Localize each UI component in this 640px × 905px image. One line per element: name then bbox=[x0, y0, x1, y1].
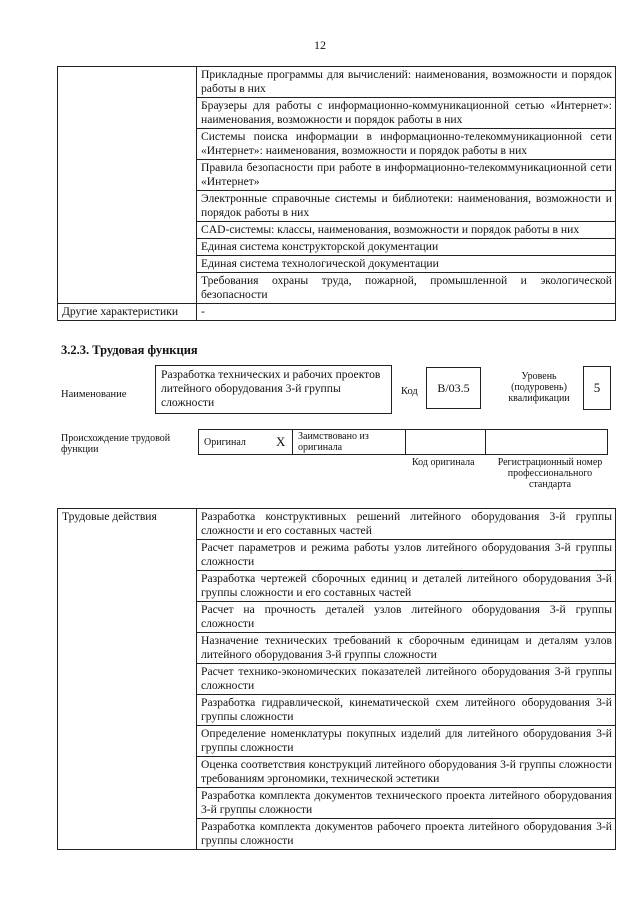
table-cell: Браузеры для работы с информационно-коммуникационной сетью «Интернет»: наименования, возможности и порядок работы в них bbox=[197, 98, 616, 129]
other-characteristics-value: - bbox=[197, 304, 616, 321]
table-cell: CAD-системы: классы, наименования, возможности и порядок работы в них bbox=[197, 222, 616, 239]
table-cell: Расчет параметров и режима работы узлов литейного оборудования 3-й группы сложности bbox=[197, 540, 616, 571]
function-name-value: Разработка технических и рабочих проектов литейного оборудования 3-й группы сложности bbox=[161, 368, 381, 409]
level-label: Уровень (подуровень) квалификации bbox=[508, 371, 570, 404]
table-cell: Прикладные программы для вычислений: наименования, возможности и порядок работы в них bbox=[197, 67, 616, 98]
section-title: 3.2.3. Трудовая функция bbox=[61, 343, 198, 357]
level-value: 5 bbox=[593, 380, 601, 395]
table-cell: Правила безопасности при работе в информационно-телекоммуникационной сети «Интернет» bbox=[197, 160, 616, 191]
table-cell: Оценка соответствия конструкций литейного оборудования 3-й группы сложности требованиям эргономики, технической эстетики bbox=[197, 757, 616, 788]
level-box bbox=[583, 366, 611, 410]
code-label: Код bbox=[401, 386, 418, 397]
original-cell bbox=[198, 429, 293, 455]
table-row bbox=[58, 509, 616, 540]
table-cell: Единая система технологической документации bbox=[197, 256, 616, 273]
table-cell: Системы поиска информации в информационно-телекоммуникационной сети «Интернет»: наименования, возможности и порядок работы в них bbox=[197, 129, 616, 160]
origin-divider bbox=[485, 429, 486, 455]
table-cell: Расчет технико-экономических показателей литейного оборудования 3-й группы сложности bbox=[197, 664, 616, 695]
table-cell: Единая система конструкторской документации bbox=[197, 239, 616, 256]
table-cell: Электронные справочные системы и библиотеки: наименования, возможности и порядок работы в них bbox=[197, 191, 616, 222]
function-name-box bbox=[155, 365, 392, 414]
reg-number-label: Регистрационный номер профессионального стандарта bbox=[497, 457, 603, 490]
borrowed-label: Заимствовано из оригинала bbox=[298, 431, 369, 453]
table-label-cell-empty bbox=[58, 67, 197, 304]
code-original-label: Код оригинала bbox=[412, 457, 475, 468]
table-cell: Разработка комплекта документов технического проекта литейного оборудования 3-й группы сложности bbox=[197, 788, 616, 819]
table-cell: Разработка гидравлической, кинематической схем литейного оборудования 3-й группы сложности bbox=[197, 695, 616, 726]
labour-actions-table bbox=[57, 508, 616, 850]
table-row bbox=[58, 304, 616, 321]
table-cell: Разработка комплекта документов рабочего проекта литейного оборудования 3-й группы сложности bbox=[197, 819, 616, 850]
table-cell: Разработка конструктивных решений литейного оборудования 3-й группы сложности и его составных частей bbox=[197, 509, 616, 540]
other-characteristics-label: Другие характеристики bbox=[58, 304, 197, 321]
code-box bbox=[426, 367, 481, 409]
page-number: 12 bbox=[314, 38, 326, 52]
code-value: B/03.5 bbox=[437, 381, 470, 395]
original-mark: X bbox=[276, 434, 286, 449]
original-label: Оригинал bbox=[204, 437, 246, 448]
labour-actions-label: Трудовые действия bbox=[58, 509, 197, 850]
table-row bbox=[58, 67, 616, 98]
table-cell: Определение номенклатуры покупных изделий для литейного оборудования 3-й группы сложности bbox=[197, 726, 616, 757]
table-cell: Назначение технических требований к сборочным единицам и деталям узлов литейного оборудования 3-й группы сложности bbox=[197, 633, 616, 664]
name-label: Наименование bbox=[61, 389, 127, 400]
origin-divider bbox=[405, 429, 406, 455]
knowledge-table bbox=[57, 66, 616, 321]
origin-label: Происхождение трудовой функции bbox=[61, 433, 171, 455]
table-cell: Разработка чертежей сборочных единиц и деталей литейного оборудования 3-й группы сложности и его составных частей bbox=[197, 571, 616, 602]
table-cell: Расчет на прочность деталей узлов литейного оборудования 3-й группы сложности bbox=[197, 602, 616, 633]
table-cell: Требования охраны труда, пожарной, промышленной и экологической безопасности bbox=[197, 273, 616, 304]
